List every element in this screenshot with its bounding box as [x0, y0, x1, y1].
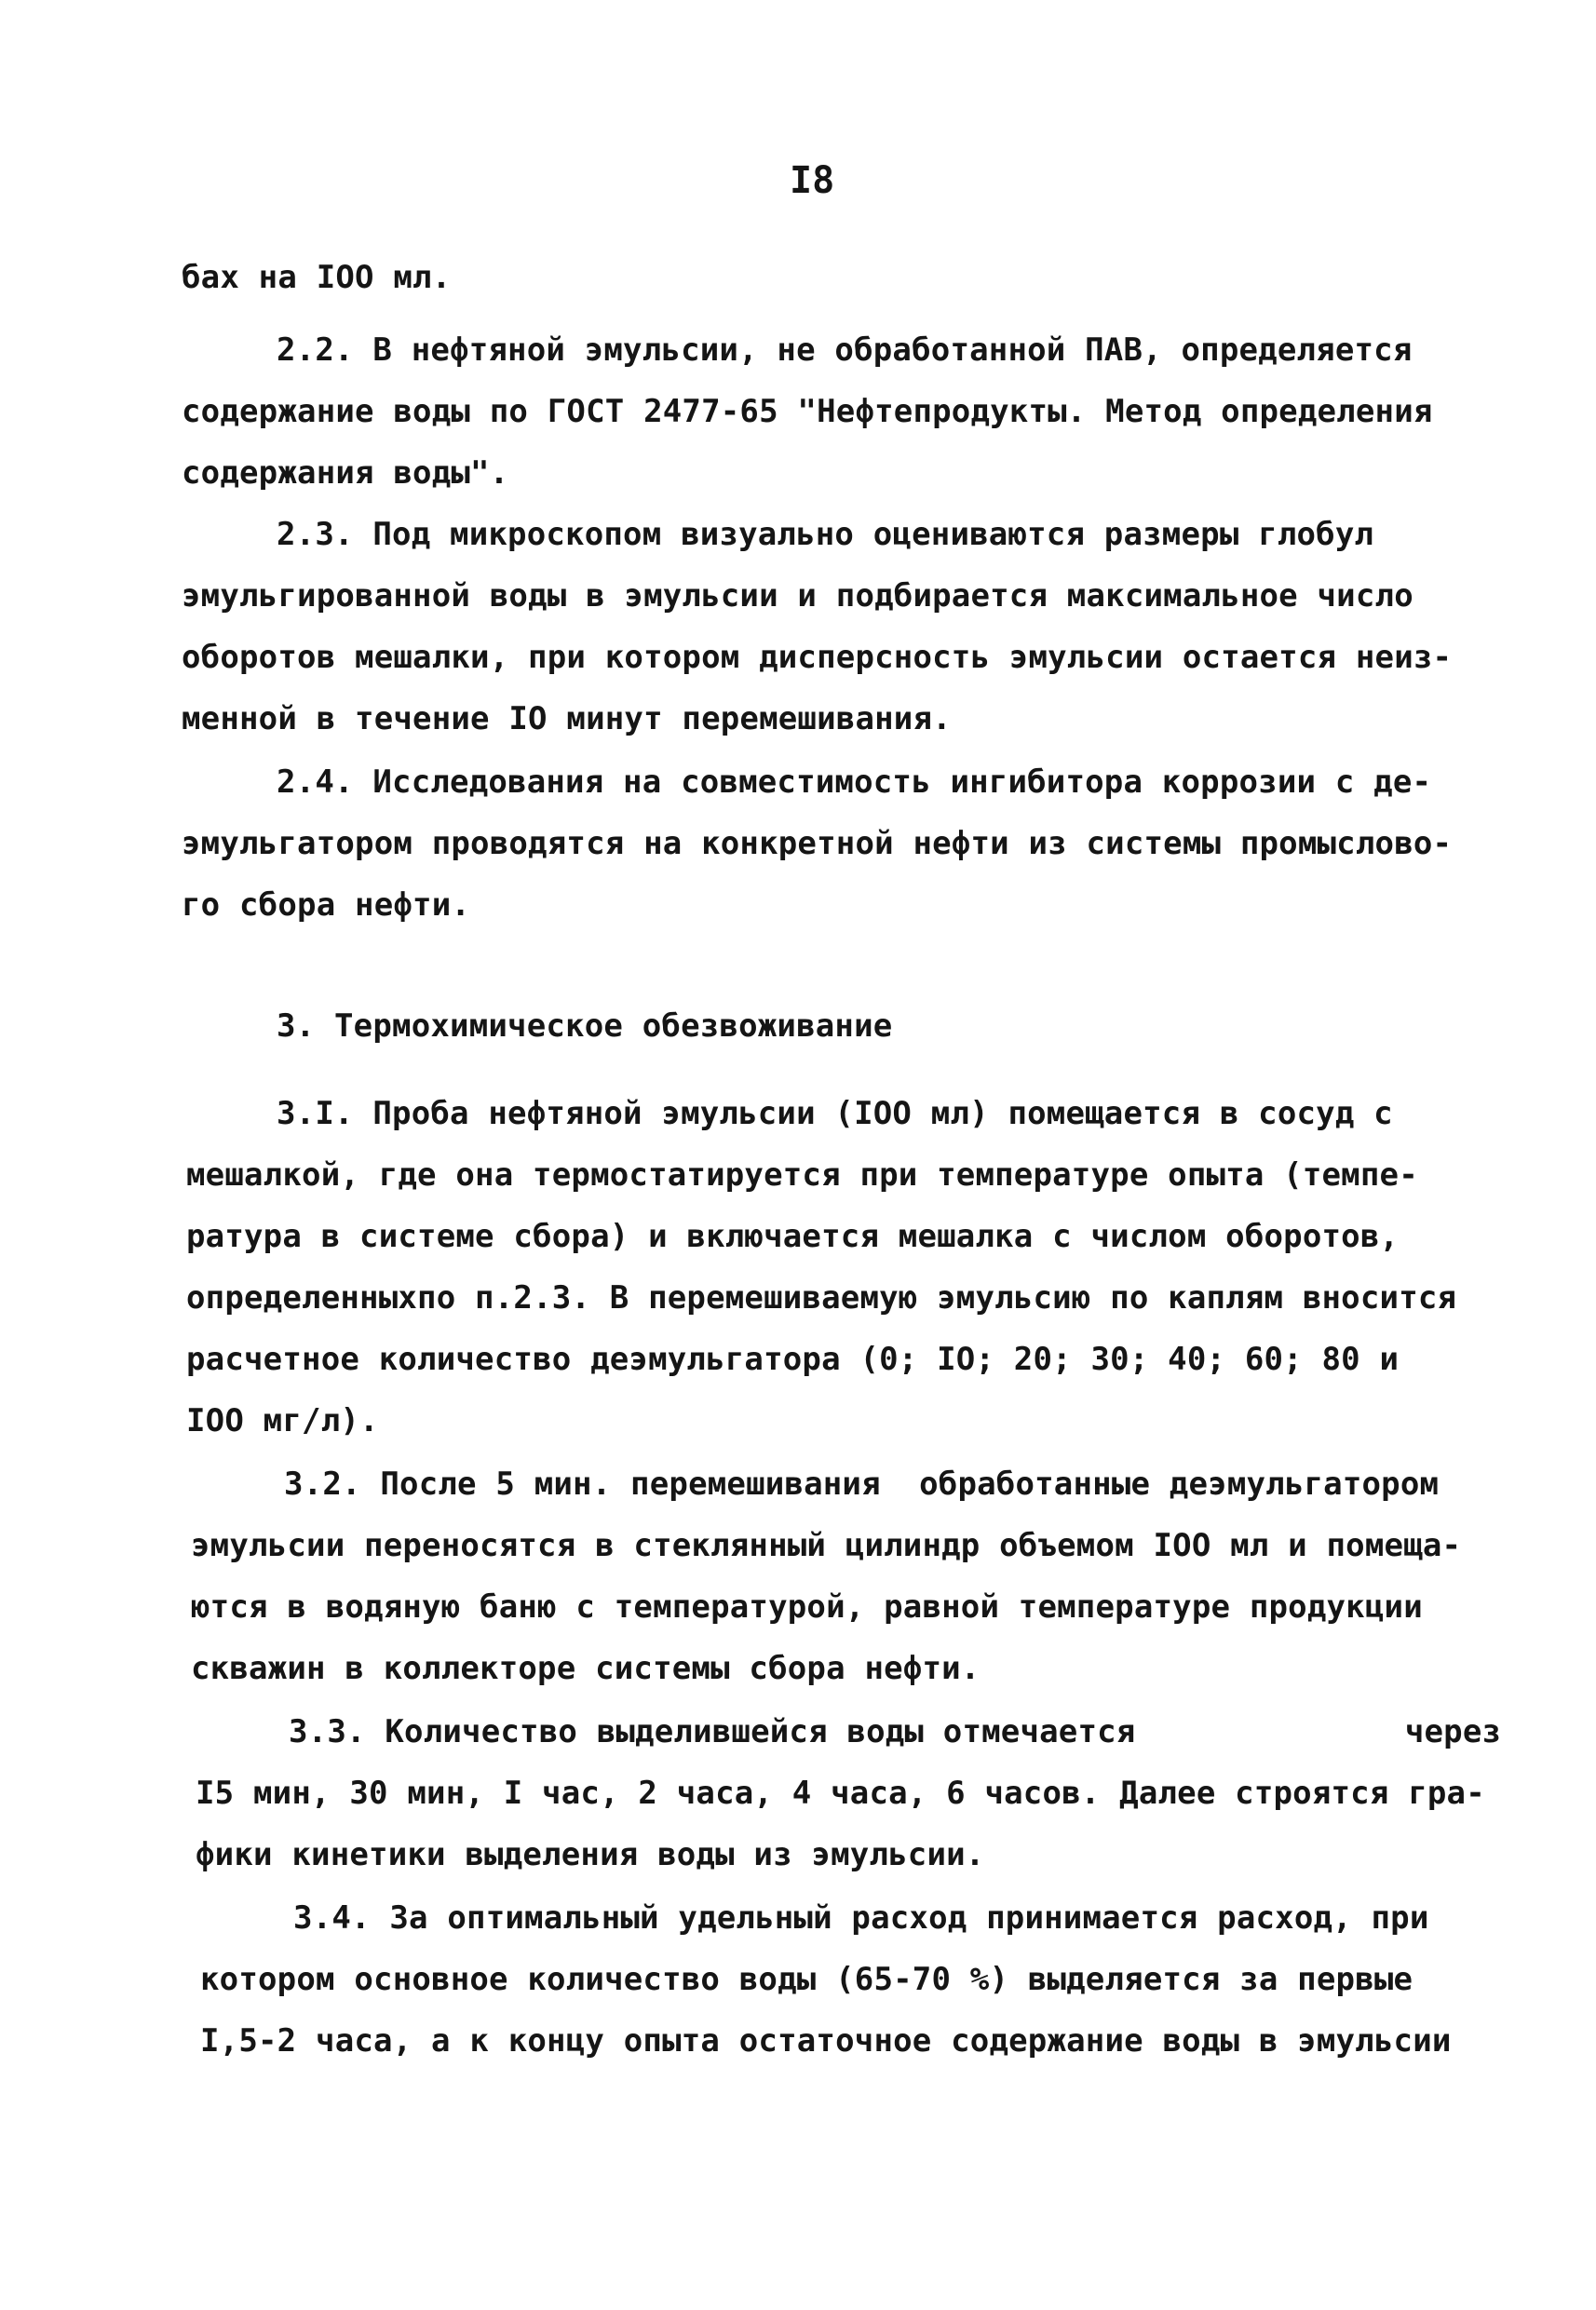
paragraph-3-3-line: фики кинетики выделения воды из эмульсии. [196, 1836, 985, 1873]
page-number: I8 [790, 159, 835, 202]
paragraph-3-4-line: котором основное количество воды (65-70 %) выделяется за первые [200, 1961, 1413, 1998]
paragraph-2-2-line: содержание воды по ГОСТ 2477-65 "Нефтепродукты. Метод определения [182, 393, 1433, 430]
text-line: бах на IOO мл. [182, 259, 452, 296]
paragraph-2-4-line: го сбора нефти. [182, 886, 471, 924]
paragraph-2-4-line: эмульгатором проводятся на конкретной нефти из системы промыслово- [182, 825, 1453, 862]
paragraph-2-2-line: содержания воды". [182, 454, 509, 492]
paragraph-3-2-line: эмульсии переносятся в стеклянный цилиндр объемом IOO мл и помеща- [191, 1527, 1462, 1564]
section-heading: 3. Термохимическое обезвоживание [277, 1007, 893, 1045]
paragraph-3-3-line: 3.3. Количество выделившейся воды отмечается через [289, 1713, 1502, 1750]
paragraph-3-1-line: определенныхпо п.2.3. В перемешиваемую эмульсию по каплям вносится [186, 1279, 1457, 1317]
paragraph-3-4-line: I,5-2 часа, а к концу опыта остаточное содержание воды в эмульсии [200, 2022, 1452, 2060]
paragraph-3-1-line: IOO мг/л). [186, 1402, 379, 1439]
paragraph-3-1-line: мешалкой, где она термостатируется при температуре опыта (темпе- [186, 1156, 1418, 1194]
paragraph-3-3-line: I5 мин, 30 мин, I час, 2 часа, 4 часа, 6 часов. Далее строятся гра- [196, 1775, 1485, 1812]
paragraph-2-3-line: 2.3. Под микроскопом визуально оцениваются размеры глобул [277, 516, 1374, 553]
paragraph-3-1-line: 3.I. Проба нефтяной эмульсии (IOO мл) помещается в сосуд с [277, 1095, 1393, 1132]
paragraph-3-2-line: 3.2. После 5 мин. перемешивания обработанные деэмульгатором [284, 1466, 1440, 1503]
paragraph-3-4-line: 3.4. За оптимальный удельный расход принимается расход, при [293, 1899, 1429, 1937]
paragraph-3-1-line: ратура в системе сбора) и включается мешалка с числом оборотов, [186, 1218, 1400, 1255]
paragraph-2-3-line: оборотов мешалки, при котором дисперсность эмульсии остается неиз- [182, 639, 1453, 676]
paragraph-3-2-line: скважин в коллекторе системы сбора нефти. [191, 1650, 981, 1687]
paragraph-3-1-line: расчетное количество деэмульгатора (0; IO; 20; 30; 40; 60; 80 и [186, 1341, 1400, 1378]
paragraph-2-3-line: менной в течение IO минут перемешивания. [182, 700, 952, 737]
paragraph-3-2-line: ются в водяную баню с температурой, равной температуре продукции [191, 1588, 1423, 1626]
paragraph-2-3-line: эмульгированной воды в эмульсии и подбирается максимальное число [182, 577, 1413, 615]
paragraph-2-4-line: 2.4. Исследования на совместимость ингибитора коррозии с де- [277, 763, 1432, 801]
paragraph-2-2-line: 2.2. В нефтяной эмульсии, не обработанной ПАВ, определяется [277, 331, 1413, 369]
